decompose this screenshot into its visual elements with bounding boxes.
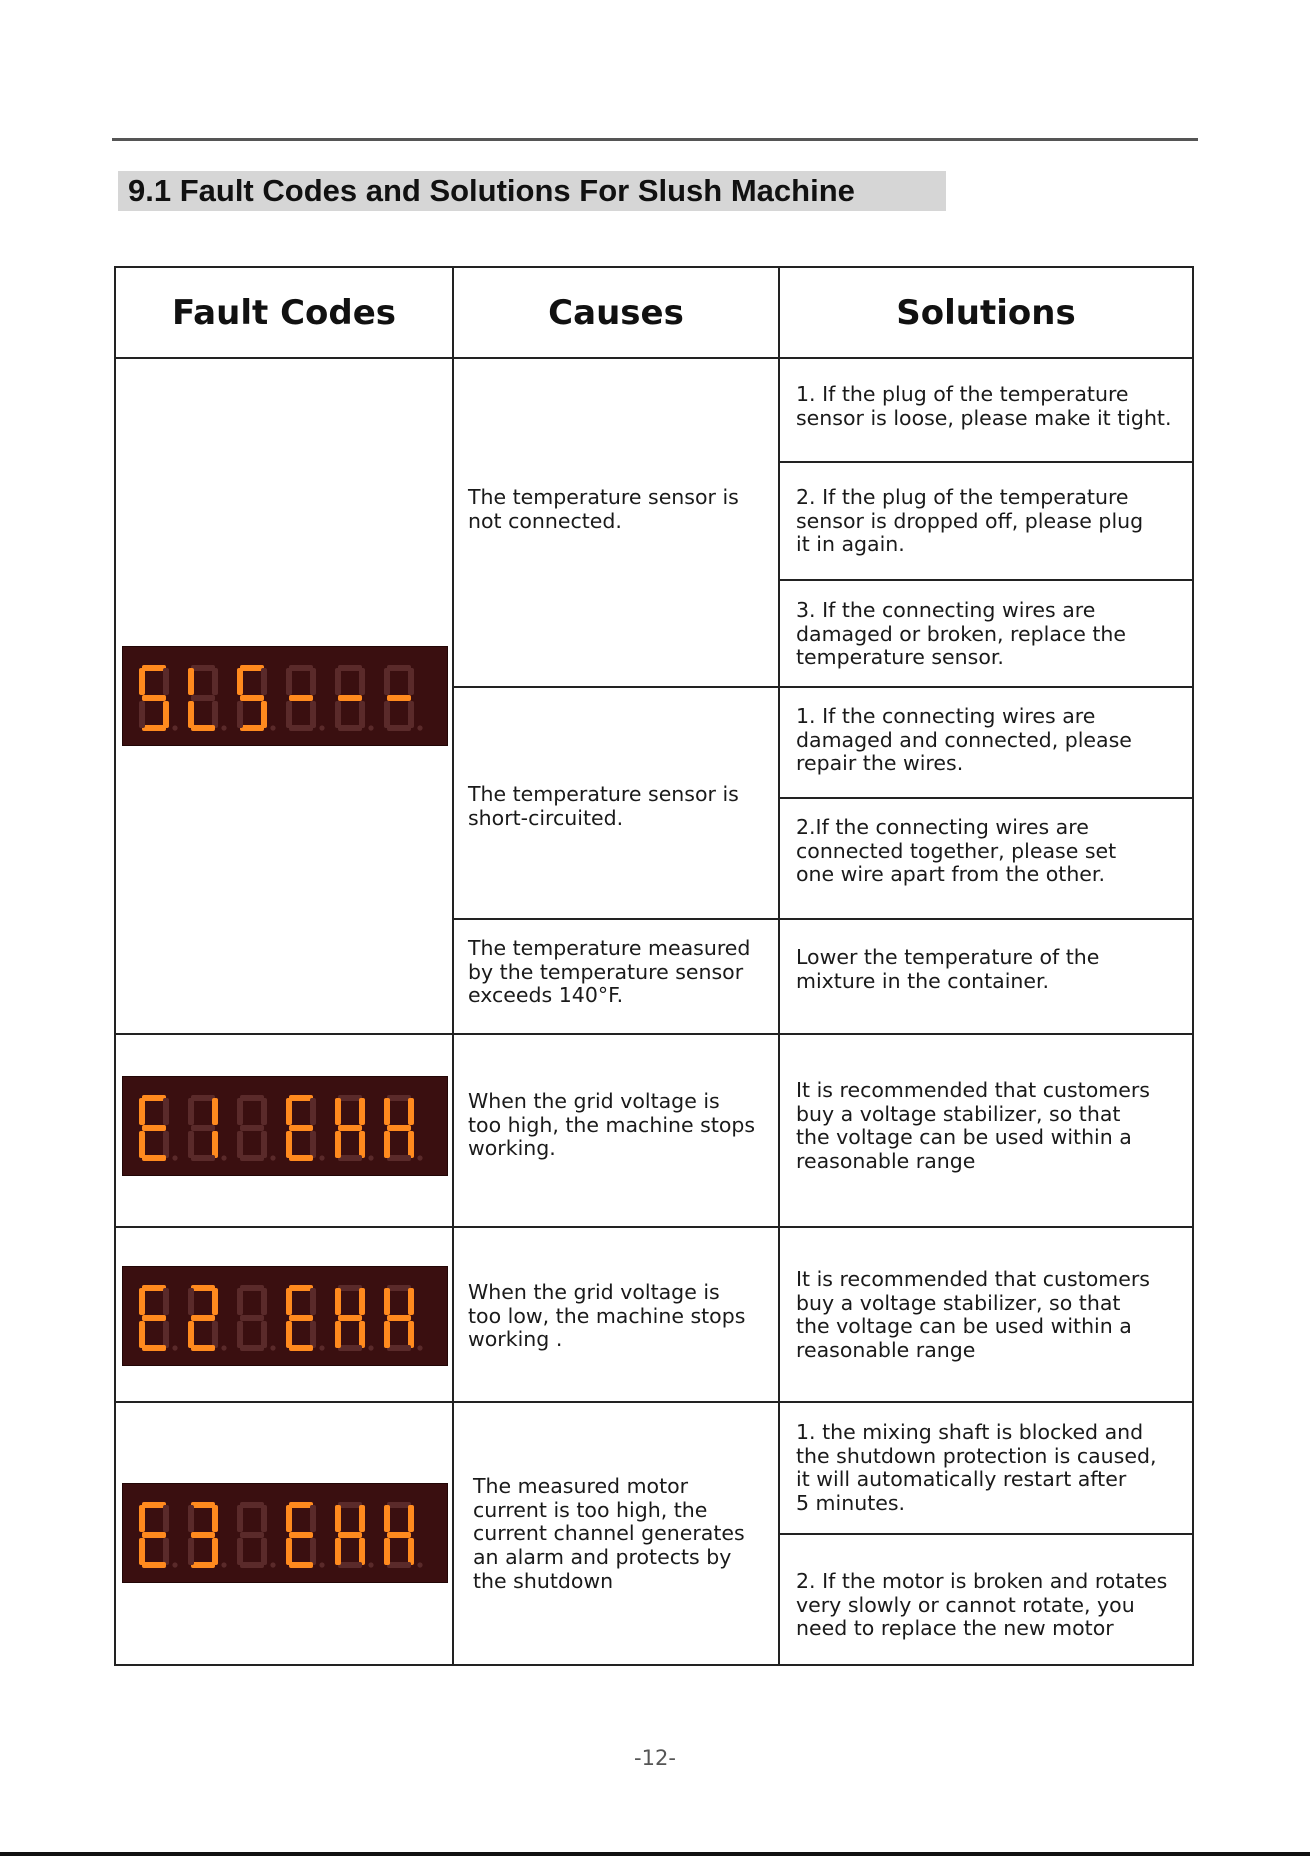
segment bbox=[191, 1285, 215, 1291]
segment bbox=[142, 1095, 166, 1101]
segment bbox=[240, 1095, 264, 1101]
segment bbox=[163, 1131, 169, 1158]
segment bbox=[289, 1315, 313, 1321]
seven-segment-icon bbox=[123, 1267, 449, 1367]
segment bbox=[240, 695, 264, 701]
segment bbox=[261, 701, 267, 728]
segment bbox=[188, 1505, 194, 1532]
seven-segment-icon bbox=[123, 647, 449, 747]
cause-text: When the grid voltage is too low, the machine stops working . bbox=[468, 1280, 746, 1352]
solution-text: It is recommended that customers buy a voltage stabilizer, so that the voltage can be used within a reasonable range bbox=[796, 1078, 1150, 1174]
segment bbox=[359, 1321, 365, 1348]
segment bbox=[338, 1345, 362, 1351]
segment bbox=[335, 1538, 341, 1565]
segment bbox=[163, 1538, 169, 1565]
segment bbox=[237, 701, 243, 728]
segment bbox=[335, 1131, 341, 1158]
row-divider bbox=[116, 1226, 1192, 1228]
cause-text: When the grid voltage is too high, the machine stops working. bbox=[468, 1089, 756, 1161]
segment bbox=[212, 1098, 218, 1125]
segment bbox=[289, 1502, 313, 1508]
decimal-point bbox=[270, 1155, 275, 1160]
segment bbox=[286, 1098, 292, 1125]
segment bbox=[310, 701, 316, 728]
decimal-point bbox=[221, 1345, 226, 1350]
row-divider bbox=[453, 918, 1192, 920]
decimal-point bbox=[417, 725, 422, 730]
solution-text: 3. If the connecting wires are damaged or broken, replace the temperature sensor. bbox=[796, 598, 1126, 670]
page-bottom-edge bbox=[0, 1852, 1310, 1856]
header-fault-codes: Fault Codes bbox=[171, 293, 397, 333]
column-divider bbox=[778, 268, 780, 1664]
decimal-point bbox=[319, 725, 324, 730]
segment bbox=[261, 1288, 267, 1315]
segment bbox=[240, 1562, 264, 1568]
segment bbox=[188, 1321, 194, 1348]
segment bbox=[335, 1288, 341, 1315]
decimal-point bbox=[417, 1155, 422, 1160]
segment bbox=[191, 725, 215, 731]
segment bbox=[240, 1315, 264, 1321]
segment bbox=[188, 1538, 194, 1565]
segment bbox=[408, 1131, 414, 1158]
row-divider bbox=[453, 686, 1192, 688]
segment bbox=[163, 701, 169, 728]
segment bbox=[338, 1502, 362, 1508]
segment bbox=[188, 668, 194, 695]
solution-text: Lower the temperature of the mixture in the container. bbox=[796, 945, 1100, 993]
segment bbox=[310, 1098, 316, 1125]
solution-text: 2.If the connecting wires are connected together, please set one wire apart from the other. bbox=[796, 815, 1117, 887]
segment bbox=[237, 1098, 243, 1125]
decimal-point bbox=[172, 1562, 177, 1567]
decimal-point bbox=[172, 1155, 177, 1160]
segment bbox=[139, 1321, 145, 1348]
segment bbox=[240, 1285, 264, 1291]
segment bbox=[261, 1321, 267, 1348]
solution-text: It is recommended that customers buy a voltage stabilizer, so that the voltage can be used within a reasonable range bbox=[796, 1267, 1150, 1363]
row-divider bbox=[116, 1401, 1192, 1403]
segment bbox=[338, 1285, 362, 1291]
segment bbox=[384, 1321, 390, 1348]
segment bbox=[240, 1345, 264, 1351]
segment bbox=[163, 668, 169, 695]
segment bbox=[335, 668, 341, 695]
segment bbox=[408, 1505, 414, 1532]
fault-code-display bbox=[122, 1076, 448, 1176]
fault-codes-table bbox=[114, 266, 1194, 1666]
segment bbox=[289, 1155, 313, 1161]
segment bbox=[387, 725, 411, 731]
fault-code-display bbox=[122, 1266, 448, 1366]
segment bbox=[261, 1538, 267, 1565]
solution-text: 1. the mixing shaft is blocked and the shutdown protection is caused, it will automatically restart after 5 minutes. bbox=[796, 1420, 1157, 1516]
decimal-point bbox=[270, 1562, 275, 1567]
decimal-point bbox=[221, 1155, 226, 1160]
column-divider bbox=[452, 268, 454, 1664]
segment bbox=[139, 1288, 145, 1315]
cause-text: The temperature sensor is not connected. bbox=[468, 485, 739, 533]
segment bbox=[387, 1562, 411, 1568]
segment bbox=[338, 1315, 362, 1321]
segment bbox=[261, 1098, 267, 1125]
row-divider bbox=[779, 1533, 1192, 1535]
segment bbox=[359, 1288, 365, 1315]
segment bbox=[289, 1125, 313, 1131]
segment bbox=[237, 1131, 243, 1158]
segment bbox=[310, 668, 316, 695]
segment bbox=[237, 1321, 243, 1348]
solution-text: 2. If the motor is broken and rotates very slowly or cannot rotate, you need to replace the new motor bbox=[796, 1569, 1168, 1641]
segment bbox=[139, 668, 145, 695]
segment bbox=[286, 1131, 292, 1158]
decimal-point bbox=[368, 1562, 373, 1567]
segment bbox=[139, 1538, 145, 1565]
decimal-point bbox=[172, 725, 177, 730]
segment bbox=[338, 725, 362, 731]
segment bbox=[237, 1538, 243, 1565]
header-causes: Causes bbox=[548, 293, 684, 333]
row-divider bbox=[779, 579, 1192, 581]
decimal-point bbox=[319, 1562, 324, 1567]
segment bbox=[286, 1321, 292, 1348]
segment bbox=[163, 1288, 169, 1315]
segment bbox=[289, 1345, 313, 1351]
segment bbox=[142, 1562, 166, 1568]
segment bbox=[237, 668, 243, 695]
segment bbox=[335, 1505, 341, 1532]
segment bbox=[139, 1505, 145, 1532]
segment bbox=[191, 1315, 215, 1321]
segment bbox=[289, 1562, 313, 1568]
segment bbox=[338, 1095, 362, 1101]
segment bbox=[310, 1505, 316, 1532]
header-solutions: Solutions bbox=[896, 293, 1076, 333]
segment bbox=[289, 725, 313, 731]
segment bbox=[240, 665, 264, 671]
segment bbox=[163, 1321, 169, 1348]
fault-code-display bbox=[122, 646, 448, 746]
segment bbox=[359, 701, 365, 728]
segment bbox=[408, 701, 414, 728]
segment bbox=[384, 1538, 390, 1565]
solution-text: 1. If the plug of the temperature sensor is loose, please make it tight. bbox=[796, 382, 1172, 430]
segment bbox=[387, 1155, 411, 1161]
segment bbox=[237, 1288, 243, 1315]
row-divider bbox=[779, 461, 1192, 463]
segment bbox=[240, 1125, 264, 1131]
solution-text: 1. If the connecting wires are damaged and connected, please repair the wires. bbox=[796, 704, 1132, 776]
segment bbox=[387, 1095, 411, 1101]
segment bbox=[188, 1288, 194, 1315]
seven-segment-icon bbox=[123, 1077, 449, 1177]
row-divider bbox=[779, 797, 1192, 799]
page-number: -12- bbox=[634, 1746, 676, 1770]
segment bbox=[286, 701, 292, 728]
segment bbox=[384, 1131, 390, 1158]
segment bbox=[261, 1505, 267, 1532]
segment bbox=[139, 1131, 145, 1158]
decimal-point bbox=[368, 1345, 373, 1350]
segment bbox=[142, 1502, 166, 1508]
segment bbox=[191, 1345, 215, 1351]
segment bbox=[359, 668, 365, 695]
segment bbox=[384, 1288, 390, 1315]
segment bbox=[163, 1505, 169, 1532]
segment bbox=[359, 1538, 365, 1565]
segment bbox=[310, 1321, 316, 1348]
segment bbox=[289, 1532, 313, 1538]
segment bbox=[310, 1288, 316, 1315]
segment bbox=[188, 1098, 194, 1125]
segment bbox=[139, 1098, 145, 1125]
segment bbox=[191, 1502, 215, 1508]
cause-text: The measured motor current is too high, the current channel generates an alarm and protects by the shutdown bbox=[473, 1474, 745, 1593]
segment bbox=[289, 695, 313, 701]
segment bbox=[289, 1285, 313, 1291]
segment bbox=[191, 1562, 215, 1568]
cause-text: The temperature measured by the temperature sensor exceeds 140°F. bbox=[468, 936, 751, 1008]
segment bbox=[212, 1538, 218, 1565]
segment bbox=[387, 665, 411, 671]
segment bbox=[142, 1345, 166, 1351]
segment bbox=[310, 1538, 316, 1565]
segment bbox=[188, 701, 194, 728]
segment bbox=[142, 1125, 166, 1131]
segment bbox=[188, 1131, 194, 1158]
decimal-point bbox=[221, 725, 226, 730]
segment bbox=[286, 1505, 292, 1532]
segment bbox=[212, 701, 218, 728]
segment bbox=[387, 1532, 411, 1538]
segment bbox=[212, 668, 218, 695]
segment bbox=[289, 1095, 313, 1101]
decimal-point bbox=[319, 1155, 324, 1160]
segment bbox=[387, 1125, 411, 1131]
segment bbox=[191, 1125, 215, 1131]
segment bbox=[191, 1095, 215, 1101]
segment bbox=[338, 1155, 362, 1161]
segment bbox=[384, 668, 390, 695]
segment bbox=[387, 695, 411, 701]
section-title-text: 9.1 Fault Codes and Solutions For Slush Machine bbox=[128, 173, 855, 208]
segment bbox=[387, 1315, 411, 1321]
segment bbox=[142, 1155, 166, 1161]
segment bbox=[142, 725, 166, 731]
segment bbox=[142, 695, 166, 701]
segment bbox=[408, 1288, 414, 1315]
segment bbox=[191, 665, 215, 671]
segment bbox=[338, 695, 362, 701]
row-divider bbox=[116, 1033, 1192, 1035]
segment bbox=[261, 668, 267, 695]
decimal-point bbox=[417, 1345, 422, 1350]
segment bbox=[240, 725, 264, 731]
decimal-point bbox=[221, 1562, 226, 1567]
segment bbox=[338, 1562, 362, 1568]
segment bbox=[286, 668, 292, 695]
section-title bbox=[118, 171, 946, 211]
segment bbox=[139, 701, 145, 728]
solution-text: 2. If the plug of the temperature sensor is dropped off, please plug it in again. bbox=[796, 485, 1144, 557]
segment bbox=[338, 1532, 362, 1538]
segment bbox=[310, 1131, 316, 1158]
segment bbox=[191, 1532, 215, 1538]
segment bbox=[387, 1345, 411, 1351]
segment bbox=[384, 1098, 390, 1125]
segment bbox=[359, 1131, 365, 1158]
fault-code-display bbox=[122, 1483, 448, 1583]
decimal-point bbox=[368, 1155, 373, 1160]
segment bbox=[240, 1532, 264, 1538]
segment bbox=[142, 1532, 166, 1538]
cause-text: The temperature sensor is short-circuited. bbox=[468, 782, 739, 830]
segment bbox=[142, 1315, 166, 1321]
decimal-point bbox=[368, 725, 373, 730]
segment bbox=[359, 1098, 365, 1125]
segment bbox=[408, 1321, 414, 1348]
segment bbox=[261, 1131, 267, 1158]
segment bbox=[387, 1502, 411, 1508]
segment bbox=[387, 1285, 411, 1291]
decimal-point bbox=[319, 1345, 324, 1350]
decimal-point bbox=[172, 1345, 177, 1350]
segment bbox=[286, 1288, 292, 1315]
segment bbox=[237, 1505, 243, 1532]
segment bbox=[142, 665, 166, 671]
segment bbox=[335, 701, 341, 728]
segment bbox=[338, 1125, 362, 1131]
segment bbox=[408, 1098, 414, 1125]
segment bbox=[212, 1321, 218, 1348]
segment bbox=[384, 701, 390, 728]
segment bbox=[163, 1098, 169, 1125]
seven-segment-icon bbox=[123, 1484, 449, 1584]
segment bbox=[142, 1285, 166, 1291]
decimal-point bbox=[270, 1345, 275, 1350]
segment bbox=[384, 1505, 390, 1532]
top-rule bbox=[112, 138, 1198, 141]
decimal-point bbox=[270, 725, 275, 730]
segment bbox=[191, 695, 215, 701]
decimal-point bbox=[417, 1562, 422, 1567]
segment bbox=[289, 665, 313, 671]
segment bbox=[212, 1131, 218, 1158]
segment bbox=[408, 668, 414, 695]
segment bbox=[212, 1288, 218, 1315]
segment bbox=[338, 665, 362, 671]
segment bbox=[335, 1098, 341, 1125]
segment bbox=[359, 1505, 365, 1532]
segment bbox=[240, 1155, 264, 1161]
segment bbox=[286, 1538, 292, 1565]
segment bbox=[335, 1321, 341, 1348]
segment bbox=[408, 1538, 414, 1565]
segment bbox=[191, 1155, 215, 1161]
segment bbox=[212, 1505, 218, 1532]
segment bbox=[240, 1502, 264, 1508]
